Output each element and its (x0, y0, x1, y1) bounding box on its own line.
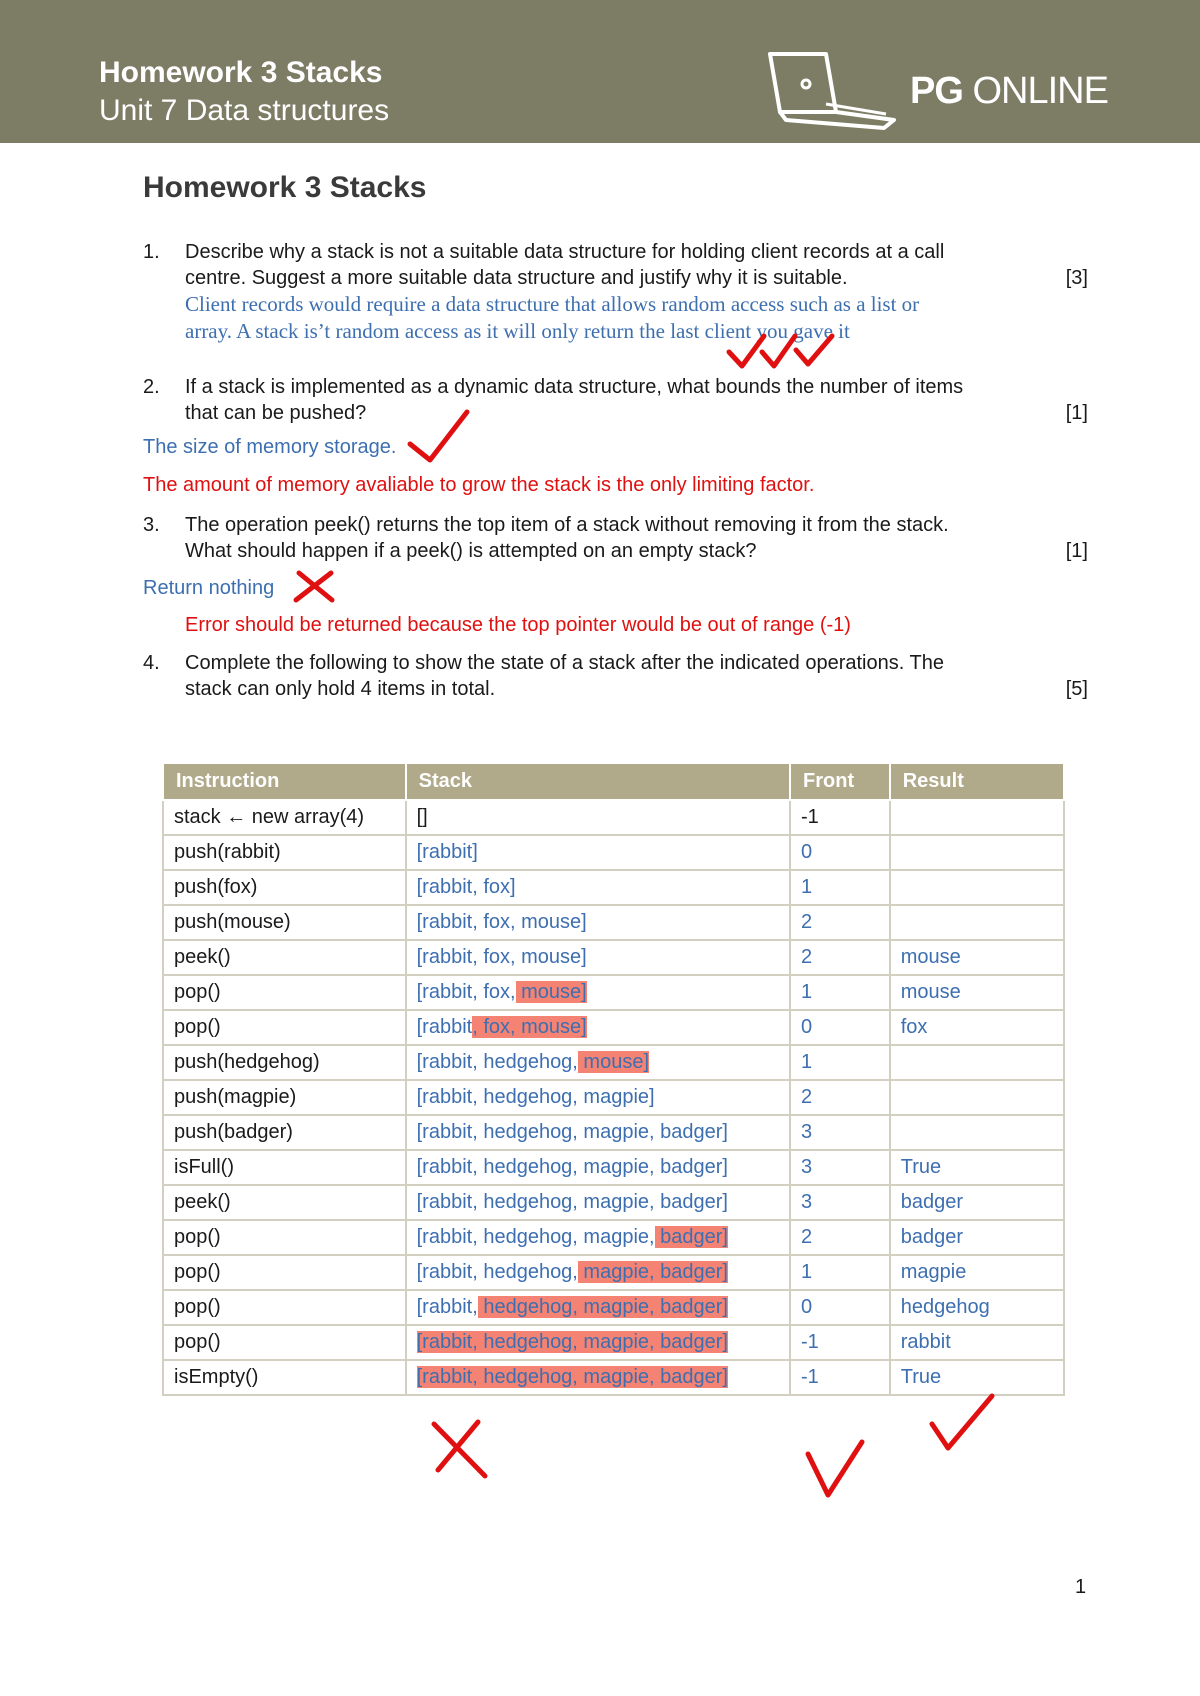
front-cell: 2 (790, 1220, 890, 1255)
front-cell: 1 (790, 870, 890, 905)
front-cell: -1 (790, 1325, 890, 1360)
column-header-instruction: Instruction (163, 763, 406, 800)
question-number: 1. (143, 241, 160, 263)
result-cell: mouse (890, 975, 1064, 1010)
answer-line-2: array. A stack is’t random access as it will only return the last client you gave it (185, 319, 850, 343)
question-number: 3. (143, 514, 160, 536)
cross-icon (296, 573, 332, 600)
marks-label: [3] (1065, 267, 1088, 289)
instruction-cell: pop() (163, 975, 406, 1010)
instruction-cell: push(magpie) (163, 1080, 406, 1115)
question-line-1: The operation peek() returns the top item of a stack without removing it from the stack. (185, 514, 949, 536)
instruction-cell: isEmpty() (163, 1360, 406, 1395)
instruction-cell: push(mouse) (163, 905, 406, 940)
front-cell: 2 (790, 940, 890, 975)
front-cell: 1 (790, 975, 890, 1010)
front-cell: 3 (790, 1115, 890, 1150)
tick-icon (796, 336, 832, 364)
result-cell: rabbit (890, 1325, 1064, 1360)
answer-line-1: Client records would require a data structure that allows random access such as a list or (185, 292, 920, 316)
column-header-result: Result (890, 763, 1064, 800)
stack-text: [rabbit, hedgehog, (416, 1051, 578, 1073)
instruction-cell: pop() (163, 1290, 406, 1325)
tick-icon (762, 336, 795, 366)
stack-text: [rabbit, fox] (416, 876, 516, 898)
instruction-cell: isFull() (163, 1150, 406, 1185)
marks-label: [5] (1065, 678, 1088, 700)
column-header-front: Front (790, 763, 890, 800)
stack-highlight: badger] (654, 1226, 728, 1248)
stack-highlight: mouse] (577, 1051, 650, 1073)
stack-text: [rabbit, hedgehog, magpie, (416, 1226, 655, 1248)
question-line-2: that can be pushed? (185, 402, 367, 424)
stack-highlight: mouse] (515, 981, 587, 1003)
front-cell: 0 (790, 1290, 890, 1325)
question-number: 4. (143, 652, 160, 674)
marks-label: [1] (1065, 402, 1088, 424)
instruction-cell: push(hedgehog) (163, 1045, 406, 1080)
stack-text: [rabbit] (416, 841, 478, 863)
front-cell: 0 (790, 835, 890, 870)
instruction-cell: pop() (163, 1325, 406, 1360)
correction-3: Error should be returned because the top pointer would be out of range (-1) (185, 614, 851, 636)
tick-icon (729, 336, 764, 366)
instruction-cell: push(fox) (163, 870, 406, 905)
stack-text: [rabbit, hedgehog, magpie, badger] (416, 1156, 728, 1178)
stack-text: [rabbit, hedgehog, magpie] (416, 1086, 655, 1108)
result-cell: badger (890, 1220, 1064, 1255)
correction-2: The amount of memory avaliable to grow the stack is the only limiting factor. (143, 474, 815, 496)
stack-highlight: , fox, mouse] (472, 1016, 587, 1038)
stack-highlight: magpie, badger] (577, 1261, 728, 1283)
question-line-2: centre. Suggest a more suitable data structure and justify why it is suitable. (185, 267, 848, 289)
instruction-cell: push(badger) (163, 1115, 406, 1150)
front-cell: 3 (790, 1150, 890, 1185)
instruction-cell: peek() (163, 940, 406, 975)
question-number: 2. (143, 376, 160, 398)
answer-2: The size of memory storage. (143, 436, 397, 458)
front-cell: -1 (790, 800, 890, 835)
result-cell: hedgehog (890, 1290, 1064, 1325)
question-line-2: stack can only hold 4 items in total. (185, 678, 496, 700)
front-cell: 3 (790, 1185, 890, 1220)
front-cell: -1 (790, 1360, 890, 1395)
question-line-1: Complete the following to show the state of a stack after the indicated operations. The (185, 652, 944, 674)
brand-bold: PG (910, 70, 963, 112)
column-header-stack: Stack (406, 763, 790, 800)
answer-3: Return nothing (143, 577, 275, 599)
stack-text: [rabbit, fox, mouse] (416, 946, 587, 968)
stack-text: [rabbit, hedgehog, (416, 1261, 578, 1283)
result-cell: badger (890, 1185, 1064, 1220)
stack-text: [rabbit, (416, 1296, 478, 1318)
header-title: Homework 3 Stacks (99, 56, 383, 89)
stack-text: [rabbit (416, 1016, 473, 1038)
brand-light: ONLINE (962, 70, 1108, 112)
tick-icon (932, 1396, 992, 1448)
stack-text: [] (416, 806, 428, 828)
front-cell: 0 (790, 1010, 890, 1045)
instruction-cell: pop() (163, 1010, 406, 1045)
instruction-cell: pop() (163, 1220, 406, 1255)
instruction-cell: stack ← new array(4) (163, 800, 406, 835)
tick-icon (410, 412, 467, 460)
document-title: Homework 3 Stacks (143, 171, 427, 204)
stack-text: [rabbit, hedgehog, magpie, badger] (416, 1191, 728, 1213)
question-line-2: What should happen if a peek() is attempted on an empty stack? (185, 540, 757, 562)
instruction-cell: push(rabbit) (163, 835, 406, 870)
stack-highlight: hedgehog, magpie, badger] (477, 1296, 728, 1318)
stack-text: [rabbit, fox, (416, 981, 516, 1003)
front-cell: 2 (790, 1080, 890, 1115)
tick-icon (808, 1442, 862, 1495)
stack-highlight: [rabbit, hedgehog, magpie, badger] (416, 1366, 728, 1388)
front-cell: 2 (790, 905, 890, 940)
question-line-1: If a stack is implemented as a dynamic data structure, what bounds the number of items (185, 376, 964, 398)
front-cell: 1 (790, 1045, 890, 1080)
result-cell: fox (890, 1010, 1064, 1045)
stack-highlight: [rabbit, hedgehog, magpie, badger] (416, 1331, 728, 1353)
front-cell: 1 (790, 1255, 890, 1290)
instruction-cell: peek() (163, 1185, 406, 1220)
cross-icon (434, 1422, 485, 1476)
stack-text: [rabbit, hedgehog, magpie, badger] (416, 1121, 728, 1143)
result-cell: magpie (890, 1255, 1064, 1290)
question-line-1: Describe why a stack is not a suitable data structure for holding client records at a call (185, 241, 945, 263)
header-subtitle: Unit 7 Data structures (99, 94, 390, 127)
marks-label: [1] (1065, 540, 1088, 562)
result-cell: True (890, 1150, 1064, 1185)
result-cell: True (890, 1360, 1064, 1395)
stack-text: [rabbit, fox, mouse] (416, 911, 587, 933)
page-number: 1 (1075, 1576, 1087, 1598)
instruction-cell: pop() (163, 1255, 406, 1290)
result-cell: mouse (890, 940, 1064, 975)
